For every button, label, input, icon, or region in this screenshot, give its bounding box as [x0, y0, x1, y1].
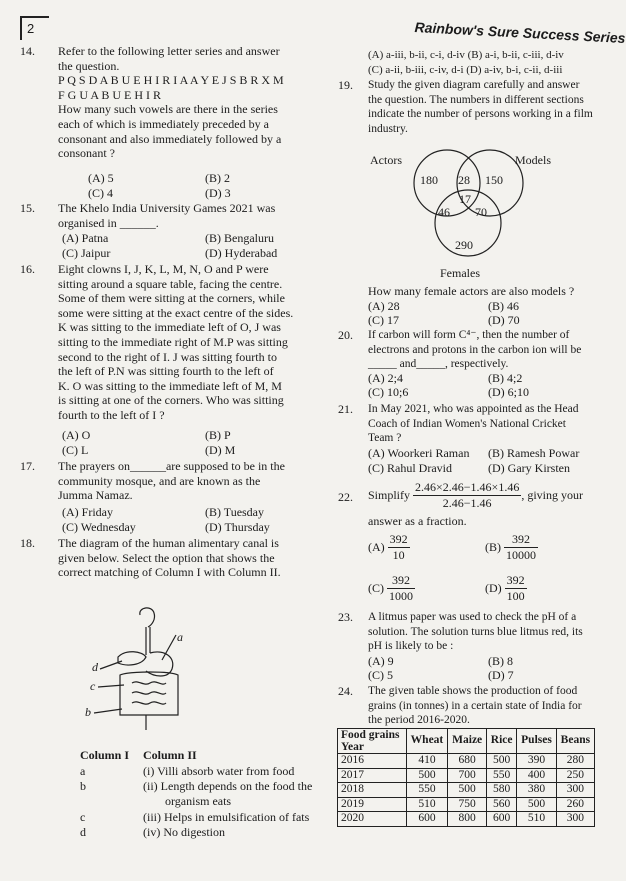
column-1-item: a: [80, 764, 86, 778]
question-number: 17.: [20, 459, 35, 473]
question-text-line: the left of P.N was sitting fourth to the left of: [58, 364, 274, 379]
table-cell: 2018: [338, 783, 407, 798]
table-cell: 800: [448, 812, 487, 827]
table-row: [338, 797, 595, 812]
simplify-suffix: , giving your: [521, 487, 583, 502]
table-row: [338, 754, 595, 769]
question-text-line: The prayers on______are supposed to be in the: [58, 459, 285, 473]
question-text-line: each of which is immediately preceded by a: [58, 116, 269, 131]
option-d[interactable]: (D) 3: [205, 186, 231, 200]
option-fraction: [505, 573, 527, 603]
option-a[interactable]: (A) Friday: [62, 505, 113, 519]
table-cell: 400: [517, 768, 557, 783]
question-text-line: is sitting at one of the corners. Who was sitting: [58, 393, 284, 408]
option-a[interactable]: (A) 2;4: [368, 371, 403, 385]
diagram-label-b: b: [85, 705, 91, 719]
column-2-item: (i) Villi absorb water from food: [143, 764, 295, 778]
question-text-line: If carbon will form C⁴⁻, then the number of: [368, 329, 570, 341]
table-cell: 510: [517, 812, 557, 827]
option-fraction: [387, 573, 415, 603]
option-d[interactable]: (D) M: [205, 443, 236, 457]
table-cell: 510: [406, 797, 448, 812]
option-c[interactable]: (C) 5: [368, 668, 393, 682]
diagram-label-c: c: [90, 679, 96, 693]
question-text-line: the question.: [58, 58, 120, 73]
question-text-line: The diagram of the human alimentary canal is: [58, 536, 279, 550]
header-food-grains: Food grains: [341, 729, 400, 741]
question-text-line: Jumma Namaz.: [58, 488, 133, 503]
table-header-row: [338, 729, 595, 754]
table-cell: 390: [517, 754, 557, 769]
question-number: 22.: [338, 490, 353, 504]
simplify-label: Simplify: [368, 487, 411, 502]
question-number: 23.: [338, 610, 353, 624]
question-text-line: Team ?: [368, 432, 402, 445]
option-d[interactable]: (D) Gary Kirsten: [488, 461, 570, 475]
table-cell: 2019: [338, 797, 407, 812]
table-row: [338, 768, 595, 783]
table-cell: 500: [406, 768, 448, 783]
question-text-line: Study the given diagram carefully and answer: [368, 79, 580, 91]
letter-series: F G U A B U E H I R: [58, 87, 162, 102]
fraction-numerator: 2.46×2.46−1.46×1.46: [415, 480, 520, 494]
letter-series: P Q S D A B U E H I R I A A Y E J S B R X M: [58, 73, 284, 88]
question-number: 20.: [338, 328, 353, 342]
table-header-cell: Pulses: [517, 729, 557, 754]
table-cell: 500: [487, 754, 517, 769]
venn-actors-models: 28: [458, 173, 470, 187]
option-d[interactable]: (D) 70: [488, 313, 520, 327]
option-d[interactable]: (D) Hyderabad: [205, 246, 278, 260]
table-header-cell: Maize: [448, 729, 487, 754]
column-1-header: Column I: [80, 748, 130, 762]
diagram-label-d: d: [92, 660, 98, 674]
table-cell: 550: [406, 783, 448, 798]
venn-actors-females: 46: [438, 205, 450, 219]
question-text-line: the question. The numbers in different sections: [368, 93, 584, 106]
table-cell: 600: [487, 812, 517, 827]
option-label: (A): [368, 539, 385, 554]
question-text-line: given below. Select the option that shows the: [58, 550, 275, 565]
table-cell: 500: [448, 783, 487, 798]
question-text-line: consonant and also immediately followed by a: [58, 131, 282, 146]
table-cell: 2016: [338, 754, 407, 769]
question-text-line: grains (in tonnes) in a certain state of India for: [368, 699, 582, 712]
option-line[interactable]: (A) a-iii, b-ii, c-i, d-iv (B) a-i, b-ii, c-iii, d-iv: [368, 49, 564, 61]
question-text-line: fourth to the left of I ?: [58, 407, 165, 422]
running-title: Rainbow's Sure Success Series: [414, 19, 626, 47]
option-d[interactable]: (D) Thursday: [205, 520, 270, 534]
question-number: 15.: [20, 201, 35, 215]
option-d[interactable]: (D) 6;10: [488, 385, 529, 399]
venn-all-three: 17: [459, 192, 471, 206]
question-text-line: correct matching of Column I with Column II.: [58, 565, 281, 580]
option-a[interactable]: (A) 9: [368, 654, 394, 668]
option-b[interactable]: (B) Ramesh Powar: [488, 446, 580, 460]
table-cell: 680: [448, 754, 487, 769]
question-text-line: the period 2016-2020.: [368, 714, 470, 727]
table-row: [338, 783, 595, 798]
question-number: 19.: [338, 78, 353, 92]
option-c[interactable]: (C) 17: [368, 313, 399, 327]
column-2-item: organism eats: [165, 794, 232, 808]
question-text-line: solution. The solution turns blue litmus red, its: [368, 625, 583, 638]
option-b[interactable]: (B) Tuesday: [205, 505, 265, 519]
table-cell: 250: [556, 768, 594, 783]
option-c[interactable]: (C) L: [62, 443, 89, 457]
fraction-denominator: 1000: [389, 588, 413, 603]
venn-models-females: 70: [475, 205, 487, 219]
question-text-line: organised in ______.: [58, 215, 159, 230]
column-1-item: c: [80, 810, 86, 824]
expression-fraction: [413, 480, 521, 510]
column-2-item: (ii) Length depends on the food the: [143, 779, 313, 793]
table-cell: 2017: [338, 768, 407, 783]
option-b[interactable]: (B) Bengaluru: [205, 231, 274, 245]
question-text-line: The Khelo India University Games 2021 was: [58, 201, 276, 215]
question-text-line: K was sitting to the immediate left of O, J was: [58, 320, 281, 335]
option-b[interactable]: (B) 8: [488, 654, 513, 668]
question-text-line: How many such vowels are there in the series: [58, 102, 278, 117]
question-text-line: consonant ?: [58, 146, 115, 161]
food-grains-table: [337, 728, 595, 827]
option-d[interactable]: (D) 7: [488, 668, 514, 682]
q14-options-right: [368, 48, 598, 77]
fraction-numerator: 392: [387, 573, 415, 589]
fraction-denominator: 10000: [506, 547, 536, 562]
table-cell: 500: [517, 797, 557, 812]
question-text-line: A litmus paper was used to check the pH of a: [368, 611, 577, 623]
fraction-numerator: 392: [389, 532, 408, 546]
option-c[interactable]: [368, 573, 415, 603]
option-line[interactable]: (C) a-ii, b-iii, c-iv, d-i (D) a-iv, b-i, c-ii, d-iii: [368, 63, 563, 76]
venn-label-models: Models: [515, 153, 551, 167]
option-a[interactable]: (A) O: [62, 428, 91, 442]
question-text-line: pH is likely to be :: [368, 640, 454, 653]
question-number: 16.: [20, 262, 35, 276]
option-c[interactable]: (C) Wednesday: [62, 520, 136, 534]
venn-females-only: 290: [455, 238, 473, 252]
question-text-line: sitting to the immediate right of M.P was sitting: [58, 334, 288, 349]
option-a[interactable]: [368, 532, 410, 562]
column-2-header: Column II: [143, 748, 197, 762]
table-cell: 2020: [338, 812, 407, 827]
table-cell: 380: [517, 783, 557, 798]
option-a[interactable]: (A) 28: [368, 299, 400, 313]
table-cell: 300: [556, 812, 594, 827]
table-cell: 280: [556, 754, 594, 769]
option-c[interactable]: (C) Rahul Dravid: [368, 461, 452, 475]
table-cell: 260: [556, 797, 594, 812]
question-text-line: Coach of Indian Women's National Cricket: [368, 417, 566, 430]
option-fraction: [388, 532, 410, 562]
fraction-denominator: 2.46−1.46: [442, 495, 492, 510]
question-text-line: community mosque, and are known as the: [58, 473, 261, 488]
option-c[interactable]: (C) 4: [88, 186, 113, 200]
option-a[interactable]: (A) 5: [88, 171, 114, 185]
column-1-item: d: [80, 825, 86, 839]
venn-actors-only: 180: [420, 173, 438, 187]
question-text-line: industry.: [368, 122, 408, 135]
table-cell: 410: [406, 754, 448, 769]
table-header-cell: Beans: [556, 729, 594, 754]
table-cell: 600: [406, 812, 448, 827]
table-header-cell: Wheat: [406, 729, 448, 754]
fraction-denominator: 10: [392, 547, 405, 562]
table-cell: 750: [448, 797, 487, 812]
option-b[interactable]: (B) 2: [205, 171, 230, 185]
question-text-line: answer as a fraction.: [368, 514, 467, 528]
table-cell: 550: [487, 768, 517, 783]
question-number: 14.: [20, 44, 35, 58]
table-header-cell: Rice: [487, 729, 517, 754]
venn-models-only: 150: [485, 173, 503, 187]
table-cell: 700: [448, 768, 487, 783]
table-cell: 300: [556, 783, 594, 798]
question-text-line: Refer to the following letter series and answer: [58, 44, 280, 58]
option-b[interactable]: (B) P: [205, 428, 231, 442]
question-text-line: K. O was sitting to the immediate left of M, M: [58, 378, 282, 393]
venn-label-females: Females: [440, 266, 480, 280]
question-number: 24.: [338, 684, 353, 698]
option-fraction: [504, 532, 538, 562]
question-text-line: _____ and_____, respectively.: [368, 358, 509, 371]
q19-question: How many female actors are also models ?: [368, 284, 575, 298]
option-b[interactable]: [485, 532, 538, 562]
table-corner-header: [338, 729, 407, 754]
question-text-line: indicate the number of persons working in a film: [368, 108, 593, 121]
option-label: (C): [368, 580, 384, 595]
page-number: 2: [20, 16, 49, 40]
column-1-item: b: [80, 779, 86, 793]
question-text-line: Eight clowns I, J, K, L, M, N, O and P were: [58, 262, 269, 276]
question-text-line: electrons and protons in the carbon ion will be: [368, 343, 582, 356]
question-text-line: Some of them were sitting at the corners, while: [58, 291, 285, 306]
venn-label-actors: Actors: [370, 153, 402, 167]
table-cell: 580: [487, 783, 517, 798]
column-2-item: (iv) No digestion: [143, 825, 225, 839]
fraction-numerator: 392: [504, 532, 538, 548]
question-text-line: The given table shows the production of food: [368, 685, 578, 697]
table-cell: 560: [487, 797, 517, 812]
header-year: Year: [341, 741, 364, 753]
option-b[interactable]: (B) 4;2: [488, 371, 523, 385]
fraction-numerator: 392: [506, 573, 525, 587]
option-c[interactable]: (C) 10;6: [368, 385, 409, 399]
question-text-line: second to the right of I. J was sitting fourth to: [58, 349, 277, 364]
option-b[interactable]: (B) 46: [488, 299, 519, 313]
table-row: [338, 812, 595, 827]
option-label: (B): [485, 539, 501, 554]
question-text-line: some were sitting at the exact centre of the sides.: [58, 305, 294, 320]
option-a[interactable]: (A) Patna: [62, 231, 109, 245]
question-number: 18.: [20, 536, 35, 550]
option-c[interactable]: (C) Jaipur: [62, 246, 111, 260]
fraction-denominator: 100: [506, 588, 525, 603]
question-number: 21.: [338, 402, 353, 416]
diagram-label-a: a: [177, 630, 183, 644]
alimentary-canal-diagram: [80, 605, 220, 740]
option-label: (D): [485, 580, 502, 595]
option-d[interactable]: [485, 573, 527, 603]
question-text-line: sitting around a square table, facing the centre.: [58, 276, 283, 291]
question-text-line: In May 2021, who was appointed as the Head: [368, 403, 579, 415]
column-2-item: (iii) Helps in emulsification of fats: [143, 810, 310, 824]
option-a[interactable]: (A) Woorkeri Raman: [368, 446, 470, 460]
